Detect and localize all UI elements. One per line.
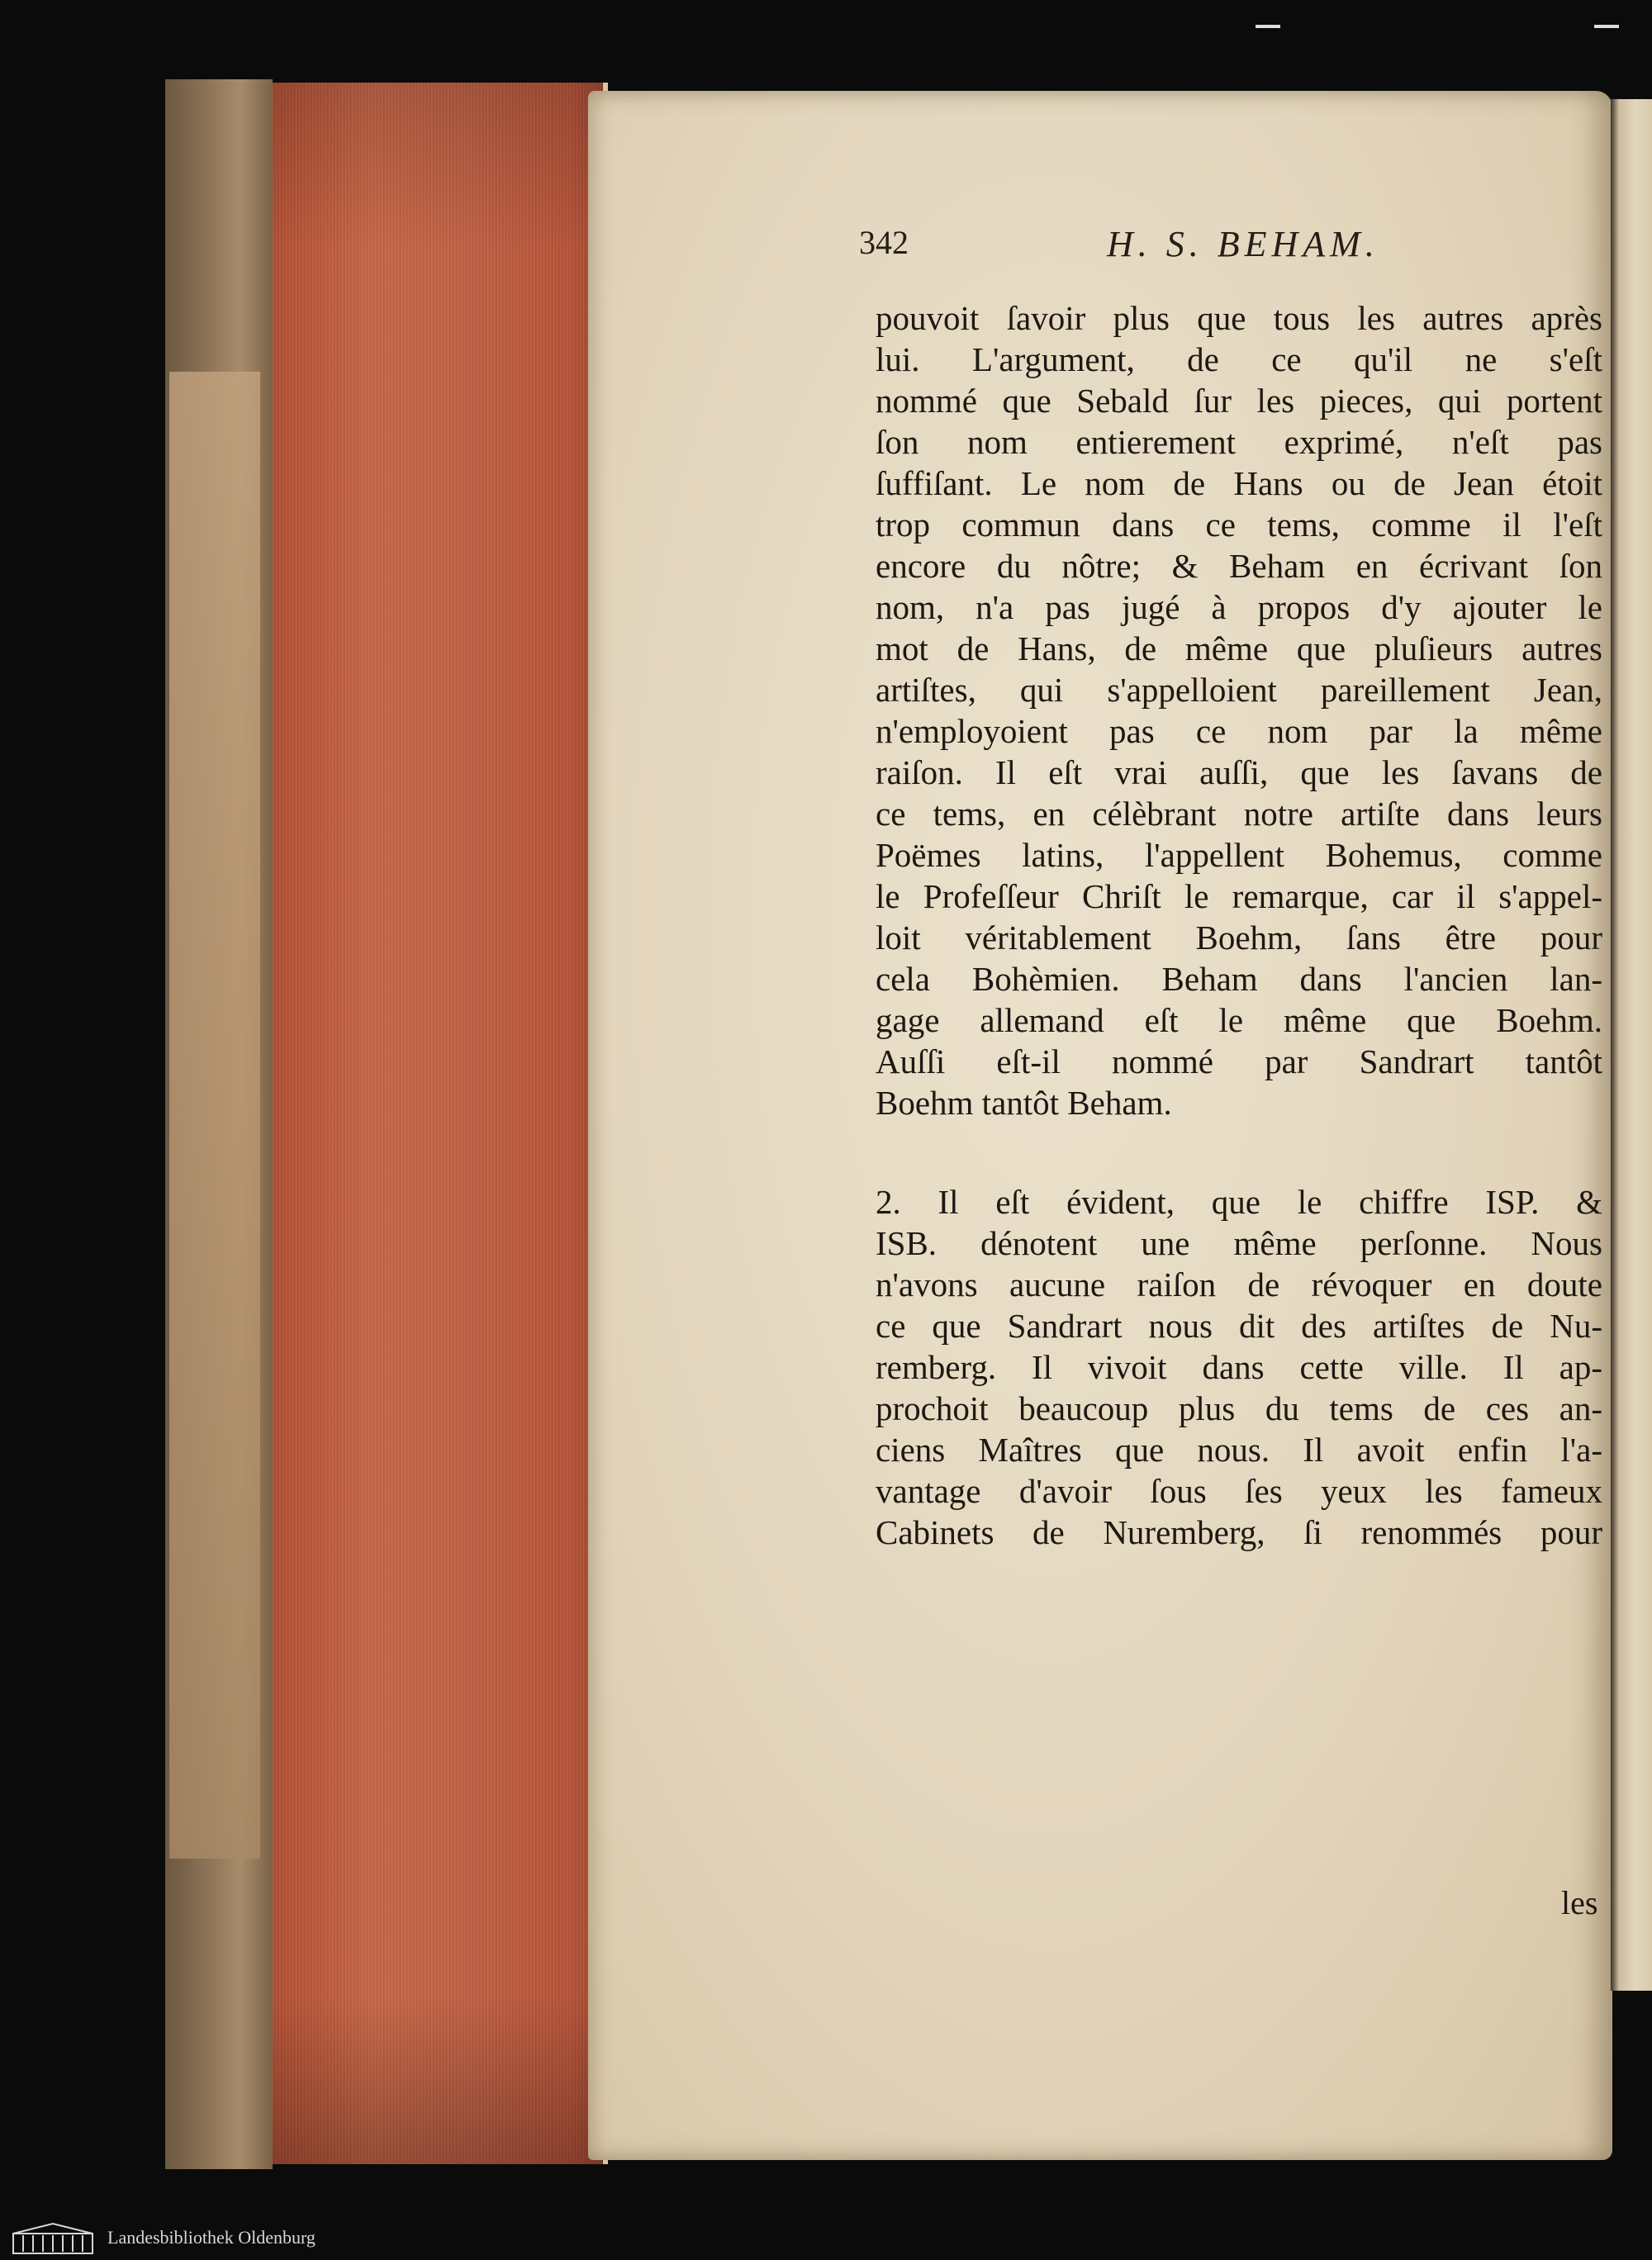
- facing-page-sliver: [1611, 99, 1652, 1991]
- text-line: ISB. dénotent une même perſonne. Nous: [876, 1224, 1602, 1262]
- library-name: Landesbibliothek Oldenburg: [107, 2227, 316, 2248]
- text-line: n'avons aucune raiſon de révoquer en doute: [876, 1265, 1602, 1303]
- fore-edge-shadow: [273, 83, 603, 2164]
- text-line: raiſon. Il eſt vrai auſſi, que les ſavans de: [876, 753, 1602, 791]
- text-line: trop commun dans ce tems, comme il l'eſt: [876, 506, 1602, 544]
- scan-marker: [1594, 25, 1619, 28]
- text-line: ſuffiſant. Le nom de Hans ou de Jean étoit: [876, 464, 1602, 502]
- text-line: n'employoient pas ce nom par la même: [876, 712, 1602, 750]
- paragraph-2: [876, 1181, 1602, 1553]
- footer-bar: [0, 2215, 1652, 2260]
- text-line: lui. L'argument, de ce qu'il ne s'eſt: [876, 340, 1602, 378]
- text-line: encore du nôtre; & Beham en écrivant ſon: [876, 547, 1602, 585]
- body-text: [876, 297, 1602, 1553]
- text-line: Cabinets de Nuremberg, ſi renommés pour: [876, 1513, 1602, 1551]
- text-line: ce tems, en célèbrant notre artiſte dans leurs: [876, 795, 1602, 833]
- text-line: 2. Il eſt évident, que le chiffre ISP. &: [876, 1183, 1602, 1221]
- text-line: le Profeſſeur Chriſt le remarque, car il s'appel-: [876, 877, 1602, 915]
- page-header: [859, 223, 1454, 273]
- text-line: nom, n'a pas jugé à propos d'y ajouter le: [876, 588, 1602, 626]
- running-head: H. S. BEHAM.: [1107, 224, 1379, 264]
- text-line: Boehm tantôt Beham.: [876, 1084, 1172, 1122]
- text-line: ce que Sandrart nous dit des artiſtes de Nu-: [876, 1307, 1602, 1345]
- page-number: 342: [859, 224, 909, 261]
- text-line: pouvoit ſavoir plus que tous les autres après: [876, 299, 1602, 337]
- text-line: ſon nom entierement exprimé, n'eſt pas: [876, 423, 1602, 461]
- text-line: gage allemand eſt le même que Boehm.: [876, 1001, 1602, 1039]
- catchword: les: [1561, 1884, 1598, 1921]
- text-line: Auſſi eſt-il nommé par Sandrart tantôt: [876, 1042, 1602, 1080]
- scan-marker: [1256, 25, 1280, 28]
- text-line: Poëmes latins, l'appellent Bohemus, comme: [876, 836, 1602, 874]
- paragraph-1: [876, 297, 1602, 1123]
- book-board: [169, 372, 260, 1859]
- text-line: remberg. Il vivoit dans cette ville. Il ap-: [876, 1348, 1602, 1386]
- text-line: cela Bohèmien. Beham dans l'ancien lan-: [876, 960, 1602, 998]
- text-line: artiſtes, qui s'appelloient pareillement Jean,: [876, 671, 1602, 709]
- text-line: mot de Hans, de même que pluſieurs autres: [876, 629, 1602, 667]
- text-line: vantage d'avoir ſous ſes yeux les fameux: [876, 1472, 1602, 1510]
- text-line: nommé que Sebald ſur les pieces, qui portent: [876, 382, 1602, 420]
- text-line: ciens Maîtres que nous. Il avoit enfin l'a-: [876, 1431, 1602, 1469]
- library-building-icon: [12, 2222, 94, 2255]
- text-line: loit véritablement Boehm, ſans être pour: [876, 919, 1602, 957]
- text-line: prochoit beaucoup plus du tems de ces an-: [876, 1389, 1602, 1427]
